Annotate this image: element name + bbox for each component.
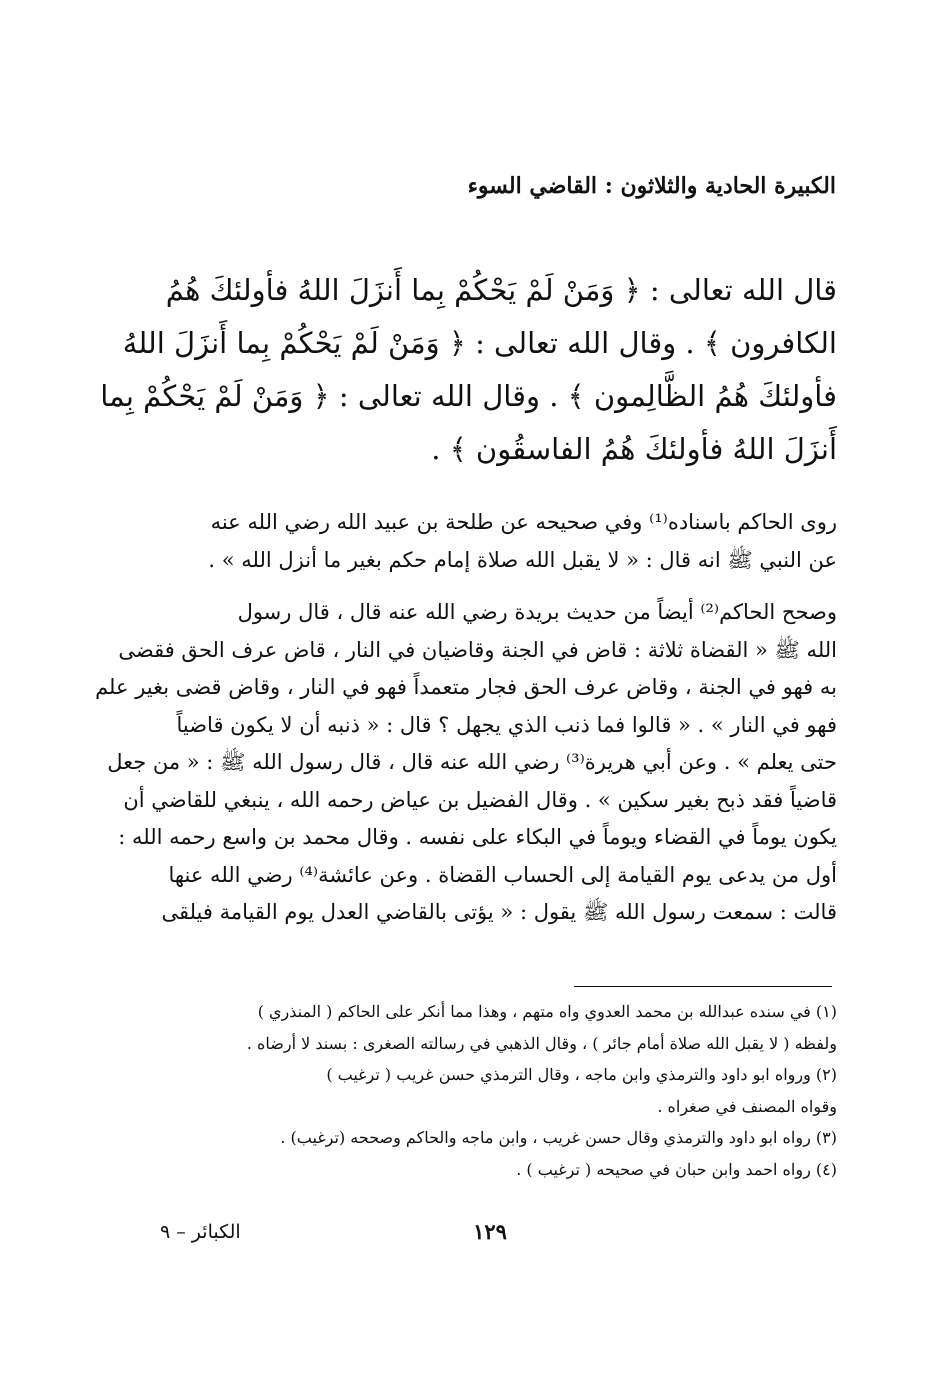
paragraph-line: به فهو في الجنة ، وقاض عرف الحق فجار متعمداً فهو في النار ، وقاض قضى بغير علم bbox=[95, 675, 837, 699]
paragraph-line: يكون يوماً في القضاء ويوماً في البكاء على نفسه . وقال محمد بن واسع رحمه الله : bbox=[118, 825, 837, 849]
quran-verses bbox=[100, 264, 837, 476]
footnote-divider bbox=[574, 986, 832, 987]
footnote-line: (٢) ورواه ابو داود والترمذي وابن ماجه ، وقال الترمذي حسن غريب ( ترغيب ) bbox=[326, 1065, 837, 1084]
footnote-line: وقواه المصنف في صغراه . bbox=[657, 1096, 837, 1116]
paragraph-line: روى الحاكم باسناده⁽¹⁾ وفي صحيحه عن طلحة بن عبيد الله رضي الله عنه bbox=[210, 510, 837, 534]
paragraph-line: قاضياً فقد ذبح بغير سكين » . وقال الفضيل بن عياض رحمه الله ، ينبغي للقاضي أن bbox=[123, 787, 837, 812]
page-number: ١٢٩ bbox=[473, 1219, 507, 1244]
footnote-line: (٣) رواه ابو داود والترمذي وقال حسن غريب ، وابن ماجه والحاكم وصححه (ترغيب) . bbox=[280, 1128, 837, 1147]
paragraph-line: أول من يدعى يوم القيامة إلى الحساب القضاة . وعن عائشة⁽⁴⁾ رضي الله عنها bbox=[168, 862, 837, 887]
hadith-paragraph-1 bbox=[160, 504, 837, 579]
book-signature: الكبائر – ٩ bbox=[160, 1221, 241, 1243]
hadith-paragraph-2 bbox=[95, 594, 837, 932]
footnote-line: (٤) رواه احمد وابن حبان في صحيحه ( ترغيب ) . bbox=[516, 1159, 837, 1179]
verse-line: قال الله تعالى : ﴿ وَمَنْ لَمْ يَحْكُمْ بِما أَنزَلَ اللهُ فأولئكَ هُمُ bbox=[165, 273, 837, 307]
paragraph-line: حتى يعلم » . وعن أبي هريرة⁽³⁾ رضي الله عنه قال ، قال رسول الله ﷺ : « من جعل bbox=[107, 750, 837, 774]
footnotes bbox=[160, 996, 837, 1185]
paragraph-line: فهو في النار » . « قالوا فما ذنب الذي يجهل ؟ قال : « ذنبه أن لا يكون قاضياً bbox=[176, 712, 837, 737]
paragraph-line: الله ﷺ « القضاة ثلاثة : قاض في الجنة وقاضيان في النار ، قاض عرف الحق فقضى bbox=[118, 637, 837, 662]
footnote-line: (١) في سنده عبدالله بن محمد العدوي واه متهم ، وهذا مما أنكر على الحاكم ( المنذري ) bbox=[257, 1002, 837, 1021]
verse-line: أَنزَلَ اللهُ فأولئكَ هُمُ الفاسقُون ﴾ . bbox=[431, 432, 837, 466]
verse-line: الكافرون ﴾ . وقال الله تعالى : ﴿ وَمَنْ لَمْ يَحْكُمْ بِما أَنزَلَ اللهُ bbox=[122, 326, 837, 360]
paragraph-line: وصحح الحاكم⁽²⁾ أيضاً من حديث بريدة رضي الله عنه قال ، قال رسول bbox=[237, 600, 837, 624]
paragraph-line: قالت : سمعت رسول الله ﷺ يقول : « يؤتى بالقاضي العدل يوم القيامة فيلقى bbox=[161, 900, 837, 924]
verse-line: فأولئكَ هُمُ الظَّالِمون ﴾ . وقال الله تعالى : ﴿ وَمَنْ لَمْ يَحْكُمْ بِما bbox=[100, 379, 837, 413]
chapter-heading: الكبيرة الحادية والثلاثون : القاضي السوء bbox=[467, 173, 836, 199]
footnote-line: ولفظه ( لا يقبل الله صلاة أمام جائر ) ، وقال الذهبي في رسالته الصغرى : بسند لا أرضاه . bbox=[246, 1033, 837, 1053]
paragraph-line: عن النبي ﷺ انه قال : « لا يقبل الله صلاة إمام حكم بغير ما أنزل الله » . bbox=[208, 547, 837, 572]
